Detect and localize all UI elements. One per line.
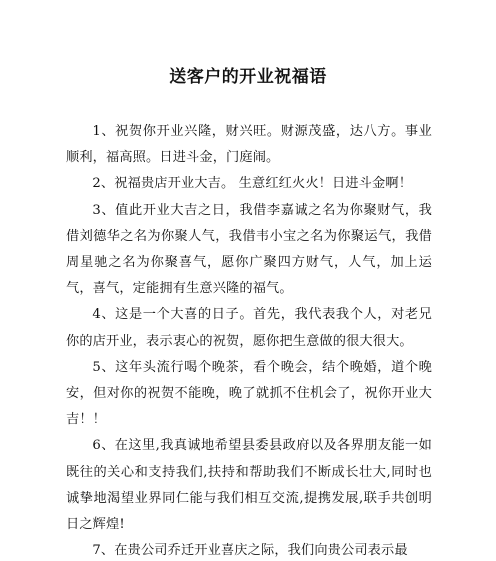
document-body [66, 119, 432, 561]
paragraph-5: 5、这年头流行喝个晚茶，看个晚会，结个晚婚，道个晚安，但对你的祝贺不能晚，晚了就抓不住机会了，祝你开业大吉！！ [66, 359, 432, 428]
paragraph-2: 2、祝福贵店开业大吉。 生意红红火火！日进斗金啊！ [92, 176, 413, 192]
paragraph-3: 3、值此开业大吉之日，我借李嘉诚之名为你聚财气，我借刘德华之名为你聚人气，我借韦小宝之名为你聚运气，我借周星驰之名为你聚喜气，愿你广聚四方财气，人气，加上运气，喜气，定能拥有生意兴隆的福气。 [66, 202, 432, 297]
paragraph-4: 4、这是一个大喜的日子。首先，我代表我个人，对老兄你的店开业，表示衷心的祝贺，愿你把生意做的很大很大。 [66, 307, 432, 349]
paragraph-1: 1、祝贺你开业兴隆，财兴旺。财源茂盛，达八方。事业顺利，福高照。日进斗金，门庭闹。 [66, 124, 432, 166]
paragraph-6: 6、在这里,我真诚地希望县委县政府以及各界朋友能一如既往的关心和支持我们,扶持和帮助我们不断成长壮大,同时也诚挚地渴望业界同仁能与我们相互交流,提携发展,联手共创明日之辉煌! [66, 438, 432, 533]
paragraph-7: 7、在贵公司乔迁开业喜庆之际，我们向贵公司表示最 [92, 543, 408, 559]
document-title: 送客户的开业祝福语 [169, 67, 327, 87]
